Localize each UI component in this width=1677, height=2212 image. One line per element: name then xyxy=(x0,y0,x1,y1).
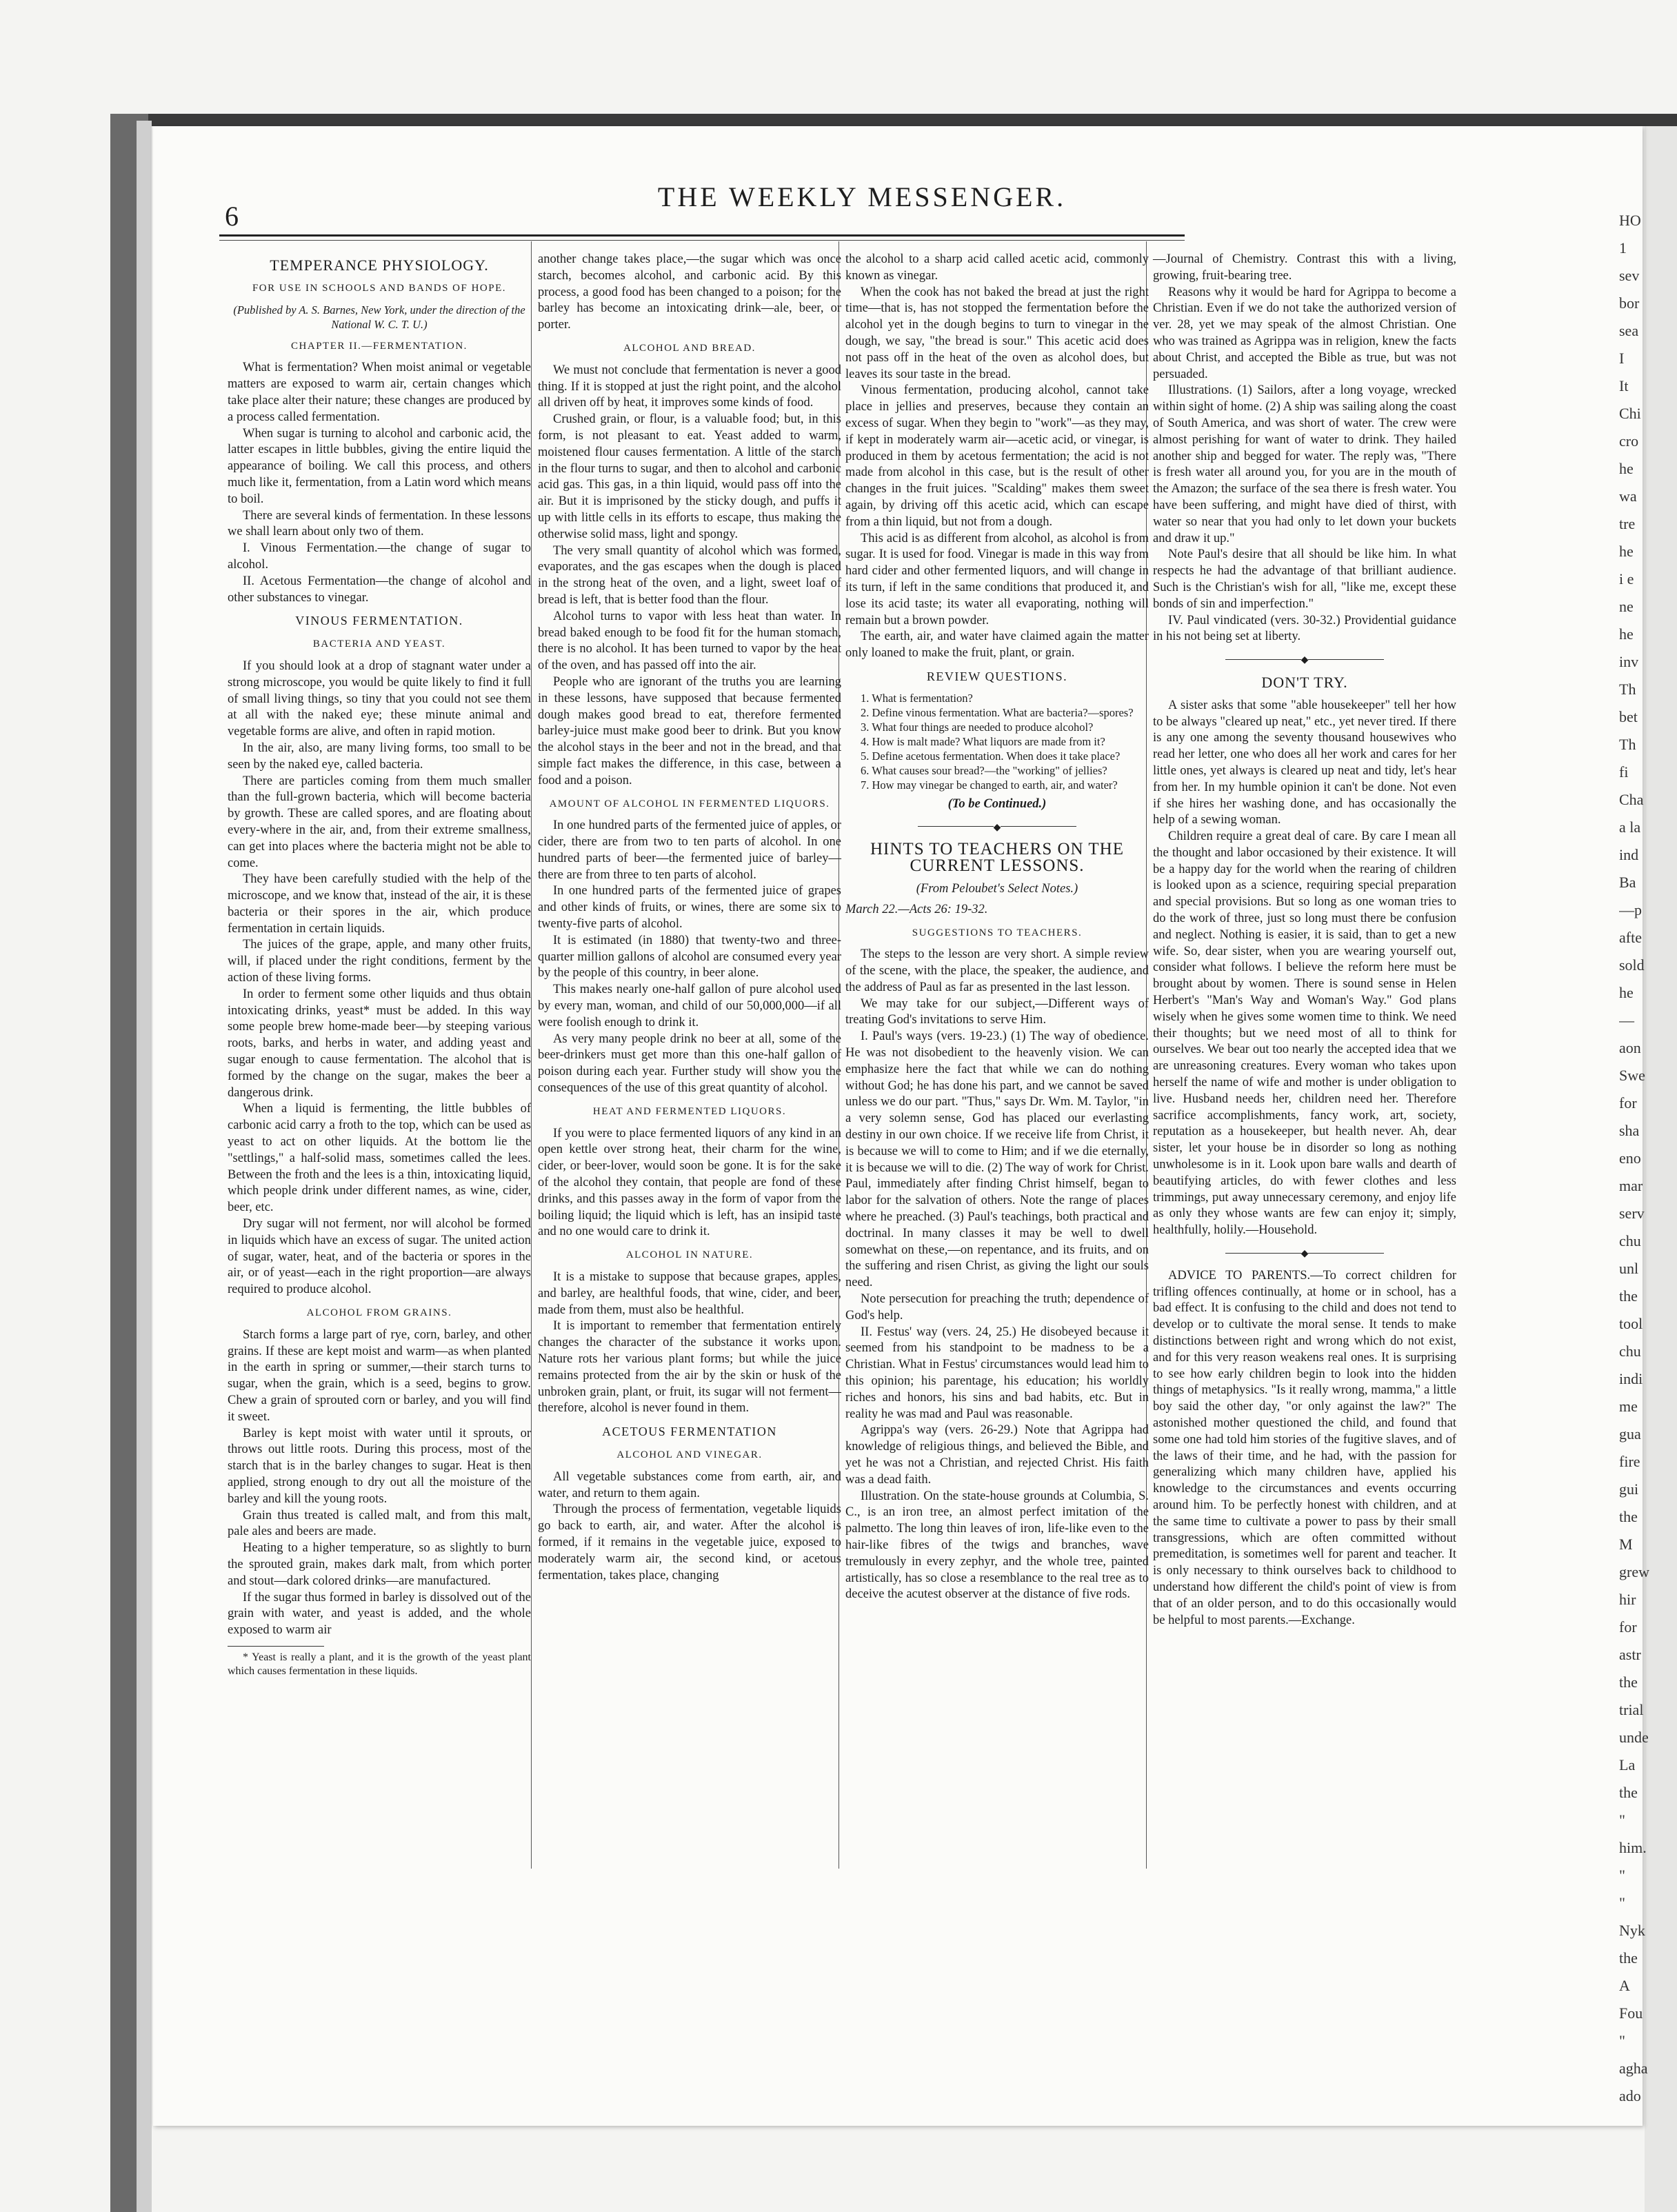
sliver-line: Th xyxy=(1619,736,1636,753)
sliver-line: chu xyxy=(1619,1343,1641,1360)
sliver-line: grew xyxy=(1619,1563,1649,1580)
page-number: 6 xyxy=(225,201,239,232)
sliver-line: A xyxy=(1619,1977,1630,1994)
sliver-line: the xyxy=(1619,1949,1638,1967)
review-question: 7. How may vinegar be changed to earth, air, and water? xyxy=(861,778,1118,792)
paragraph: What is fermentation? When moist animal or vegetable matters are exposed to warm air, certain changes which take place alter their nature; these changes are produced by a process called fermentation. xyxy=(228,361,531,424)
sliver-line: bor xyxy=(1619,294,1640,312)
paragraph: When sugar is turning to alcohol and carbonic acid, the latter escapes in little bubbles, giving the entire liquid the appearance of boiling. We call this process, and others much like it, fermentation, from a Latin word which means to boil. xyxy=(228,426,531,506)
paragraph: If you should look at a drop of stagnant water under a strong microscope, you would be quite likely to find it full of small living things, so tiny that you could not see them at all with the naked eye; these minute animal and vegetable forms are alive, and often in rapid motion. xyxy=(228,658,531,739)
ornament-divider: ◆ xyxy=(1153,651,1456,669)
paragraph: If you were to place fermented liquors of any kind in an open kettle over strong heat, their charm for the wine, cider, or beer-lover, would soon be gone. It is for the sake of the alcohol they contain, that people are fond of these drinks, and this passes away in the form of vapor from the boiling liquid; the liquid which is left, has an insipid taste and no one would care to drink it. xyxy=(538,1126,841,1239)
paragraph: another change takes place,—the sugar which was once starch, becomes alcohol, and carbonic acid. By this process, a good food has been changed to a poison; for the barley has become an intoxicating drink—ale, beer, or porter. xyxy=(538,252,841,332)
sliver-line: hir xyxy=(1619,1591,1636,1608)
sliver-line: he xyxy=(1619,625,1634,643)
sliver-line: I xyxy=(1619,350,1625,367)
continued-note: (To be Continued.) xyxy=(947,796,1047,811)
section-heading: VINOUS FERMENTATION. xyxy=(295,614,463,628)
paragraph: Illustration. On the state-house grounds at Columbia, S. C., is an iron tree, an almost perfect imitation of the palmetto. The long thin leaves of iron, life-like even to the hair-like fibres of the twigs and branches, wave tremulously in every zephyr, and the whole tree, painted artistically, has so close a resemblance to the real tree as to deceive the acutest observer at the distance of five rods. xyxy=(845,1489,1149,1602)
paragraph: It is estimated (in 1880) that twenty-two and three-quarter million gallons of alcohol are consumed every year by the people of this country, in beer alone. xyxy=(538,933,841,981)
paragraph: Crushed grain, or flour, is a valuable food; but, in this form, is not pleasant to eat. Yeast added to warm, moistened flour causes fermentation. A little of the starch in the flour turns to sugar, and then to alcohol and carbonic acid gas. This gas, in a thin liquid, would pass off into the air. But it is imprisoned by the sticky dough, and puffs it up with little cells in its efforts to escape, thus making the otherwise solid mass, light and spongy. xyxy=(538,412,841,541)
sliver-line: a la xyxy=(1619,818,1641,836)
paragraph: In order to ferment some other liquids and thus obtain intoxicating drinks, yeast* must be added. In this way some people brew home-made beer—by steeping various roots, barks, and herbs in water, and adding yeast and sugar enough to cause fermentation. The alcohol that is formed by the change on the sugar, makes the beer a dangerous drink. xyxy=(228,987,531,1100)
sliver-line: the xyxy=(1619,1673,1638,1691)
paragraph: II. Acetous Fermentation—the change of alcohol and other substances to vinegar. xyxy=(228,574,531,605)
paragraph: I. Vinous Fermentation.—the change of sugar to alcohol. xyxy=(228,541,531,572)
column-divider xyxy=(531,241,532,1869)
review-question: 6. What causes sour bread?—the "working" of jellies? xyxy=(861,763,1107,777)
column-4 xyxy=(1153,252,1456,1629)
sliver-line: he xyxy=(1619,984,1634,1001)
paragraph: There are several kinds of fermentation. In these lessons we shall learn about only two of them. xyxy=(228,508,531,539)
sliver-line: bet xyxy=(1619,708,1638,725)
masthead-rule-thin xyxy=(219,240,1185,241)
sliver-line: gui xyxy=(1619,1480,1639,1498)
sliver-line: sold xyxy=(1619,956,1645,974)
sliver-line: unl xyxy=(1619,1260,1639,1277)
section-heading: ALCOHOL FROM GRAINS. xyxy=(306,1307,452,1319)
sliver-line: Chi xyxy=(1619,405,1641,422)
section-heading: SUGGESTIONS TO TEACHERS. xyxy=(912,927,1083,938)
sliver-line: " xyxy=(1619,1811,1625,1829)
paragraph: It is a mistake to suppose that because grapes, apples, and barley, are healthful foods, that wine, cider, and beer, made from them, must also be healthful. xyxy=(538,1270,841,1317)
section-heading: AMOUNT OF ALCOHOL IN FERMENTED LIQUORS. xyxy=(549,798,830,810)
sliver-line: " xyxy=(1619,1894,1625,1911)
sliver-line: he xyxy=(1619,460,1634,477)
paragraph: Starch forms a large part of rye, corn, barley, and other grains. If these are kept moist and warm—as when planted in the earth in spring or summer,—their starch turns to sugar, when the grain, which is a seed, begins to grow. Chew a grain of sprouted corn or barley, and you will find it sweet. xyxy=(228,1327,531,1424)
sliver-line: cro xyxy=(1619,432,1639,450)
sliver-line: La xyxy=(1619,1756,1636,1773)
sliver-line: sha xyxy=(1619,1122,1640,1139)
sliver-line: Ba xyxy=(1619,874,1636,891)
paragraph: Note persecution for preaching the truth; dependence of God's help. xyxy=(845,1292,1149,1323)
sliver-line: indi xyxy=(1619,1370,1643,1387)
paragraph: The juices of the grape, apple, and many other fruits, will, if placed under the right conditions, ferment by the action of these living forms. xyxy=(228,938,531,985)
sliver-line: tool xyxy=(1619,1315,1643,1332)
sliver-line: the xyxy=(1619,1287,1638,1305)
sliver-line: he xyxy=(1619,543,1634,560)
paragraph: If the sugar thus formed in barley is dissolved out of the grain with water, and yeast is added, and the whole exposed to warm air xyxy=(228,1590,531,1638)
paragraph: II. Festus' way (vers. 24, 25.) He disobeyed because it seemed from his standpoint to be madness to be a Christian. What in Festus' circumstances would lead him to this opinion; his parentage, his education; his worldly riches and honors, his sins and bad habits, etc. But in reality he was mad and Paul was reasonable. xyxy=(845,1325,1149,1421)
subsection-heading: ALCOHOL AND VINEGAR. xyxy=(616,1449,763,1460)
scan-border-top xyxy=(110,114,1677,126)
paragraph: Illustrations. (1) Sailors, after a long voyage, wrecked within sight of home. (2) A ship was sailing along the coast of South America, and was short of water. The crew were almost perishing for want of water to drink. They hailed another ship and begged for water. The reply was, "There is fresh water all around you, for you are in the mouth of the Amazon; the surface of the sea there is fresh water. You have been suffering, and might have died of thirst, with water so near that you had only to let down your buckets and draw it up." xyxy=(1153,383,1456,545)
paragraph: We must not conclude that fermentation is never a good thing. If it is stopped at just the right point, and the alcohol all driven off by heat, it improves some kinds of food. xyxy=(538,363,841,410)
paragraph: As very many people drink no beer at all, some of the beer-drinkers must get more than this one-half gallon of poison during each year. Further study will show you the consequences of the use of this great quantity of alcohol. xyxy=(538,1032,841,1096)
sliver-line: him. xyxy=(1619,1839,1647,1856)
sliver-line: wa xyxy=(1619,487,1637,505)
review-question: 2. Define vinous fermentation. What are bacteria?—spores? xyxy=(861,705,1134,719)
paragraph: It is important to remember that fermentation entirely changes the character of the substance it works upon. Nature rots her various plant forms; but while the juice remains protected from the air by the skin or husk of the unbroken grain, plant, or fruit, its sugar will not ferment—therefore, alcohol is never found in them. xyxy=(538,1319,841,1416)
source-note: (From Peloubet's Select Notes.) xyxy=(916,881,1078,896)
paragraph: We may take for our subject,—Different ways of treating God's invitations to serve Him. xyxy=(845,996,1149,1027)
paragraph: A sister asks that some "able housekeeper" tell her how to be always "cleared up neat," etc., yet never tired. If there is any one among the seventy thousand housewives who read her letter, one who does all her work and cares for her little ones, yet always is cleared up neat and tidy, let's hear from her. In my humble opinion it can't be done. Not even if she hires her washing done, and has occasionally the help of a sewing woman. xyxy=(1153,698,1456,827)
next-page-sliver xyxy=(1619,207,1677,2104)
sliver-line: fi xyxy=(1619,763,1629,781)
page-stack-edge xyxy=(137,121,152,2212)
sliver-line: aon xyxy=(1619,1039,1641,1056)
sliver-line: the xyxy=(1619,1508,1638,1525)
paragraph: When a liquid is fermenting, the little bubbles of carbonic acid carry a froth to the top, which can be used as yeast to act on other liquids. At the bottom lie the "settlings," a half-solid mass, sometimes called the lees. Between the froth and the lees is a thin, intoxicating liquid, which people drink under different names, as wine, cider, beer, etc. xyxy=(228,1102,531,1215)
paragraph: ADVICE TO PARENTS.—To correct children for trifling offences continually, at home or in school, has a bad effect. It is confusing to the child and does not tend to develop or to cultivate the moral sense. It tends to make distinctions between right and wrong which do not exist, and for this very reason weakens real ones. It is surprising to see how early children begin to look into the hidden things of metaphysics. "Is it really wrong, mamma," a little boy said the other day, "or only against the law?" The astonished mother questioned the child, and found that some one had told him stories of the fugitive slaves, and of the laws of their time, and he had, with the passion for generalizing which many children have, applied his knowledge to the circumstances and events occurring around him. To be perfectly honest with children, and at the same time to cultivate a power to pass by their small transgressions, which are often committed without premeditation, is sometimes well for parent and teacher. It is only necessary to think ourselves back to childhood to understand how different the child's point of view is from that of an older person, and to do this occasionally would be helpful to most parents.—Exchange. xyxy=(1153,1268,1456,1627)
article-subtitle: FOR USE IN SCHOOLS AND BANDS OF HOPE. xyxy=(252,282,507,294)
paragraph: Children require a great deal of care. By care I mean all the thought and labor occasioned by their existence. It will be a happy day for the world when the rearing of children is looked upon as a science, requiring special preparation and special provisions. But so long as one woman tries to do the work of three, just so long must there be confusion and neglect. Nothing is easier, it is said, than to get a new wife. So, dear sister, when you are wearing yourself out, consider what follows. I believe the reform here must be brought about by women. There is sound sense in Helen Herbert's "Man's Way and Woman's Way." God plans wisely when he gives some women time to think. We need their thoughts; but we need most of all to think for ourselves. We bear out too nearly the accepted idea that we are unreasoning creatures. Every woman who takes upon herself the name of wife and mother is under obligation to live. Husband needs her, children need her. Therefore sacrifice accomplishments, fancy work, art, society, reputation as a housekeeper, but health never. Ah, dear sister, let your house be in disorder so long as nothing unwholesome is in it. Look upon bare walls and dearth of beautifying articles, do with fewer clothes and less trimmings, put away unnecessary ceremony, and enjoy life as only they whose wants are few can enjoy it; simply, healthfully, holily.—Household. xyxy=(1153,830,1456,1238)
paragraph: In one hundred parts of the fermented juice of grapes and other kinds of fruits, or wines, there are some six to twenty-five parts of alcohol. xyxy=(538,884,841,932)
paragraph: Reasons why it would be hard for Agrippa to become a Christian. Even if we do not take the authorized version of ver. 28, yet we may speak of the almost Christian. One who was trained as Agrippa was in religion, knew the facts about Christ, and accepted the Bible as true, but was not persuaded. xyxy=(1153,285,1456,381)
paragraph: When the cook has not baked the bread at just the right time—that is, has not stopped the fermentation before the alcohol yet in the dough begins to turn to vinegar in the dough, we say, "the bread is sour." This acetic acid does not pass off in the heat of the oven as alcohol does, but leaves its sour taste in the bread. xyxy=(845,285,1149,381)
paragraph: I. Paul's ways (vers. 19-23.) (1) The way of obedience. He was not disobedient to the heavenly vision. We can emphasize here the fact that while we can do nothing without God; he has done his part, and we cannot be saved unless we do our part. "Thus," says Dr. Wm. M. Taylor, "in a very solemn sense, God has placed our everlasting destiny in our own choice. If we receive life from Christ, it is because we will to come to Him; and if we die eternally, it is because we will to die. (2) The way of work for Christ. Paul, immediately after finding Christ himself, began to labor for the salvation of others. Note the range of places where he preached. (3) Paul's teachings, both practical and doctrinal. In many classes it may be well to dwell somewhat on these,—on repentance, and its fruits, and on the suffering and risen Christ, as giving the light our souls need. xyxy=(845,1029,1149,1290)
section-heading: ACETOUS FERMENTATION xyxy=(602,1425,777,1439)
sliver-line: ind xyxy=(1619,846,1639,863)
sliver-line: unde xyxy=(1619,1729,1649,1746)
paragraph: This makes nearly one-half gallon of pure alcohol used by every man, woman, and child of our 50,000,000—if all were foolish enough to drink it. xyxy=(538,983,841,1029)
review-question: 4. How is malt made? What liquors are made from it? xyxy=(861,734,1105,748)
section-heading: ALCOHOL IN NATURE. xyxy=(625,1249,754,1261)
review-question: 5. Define acetous fermentation. When does it take place? xyxy=(861,749,1121,763)
paragraph: The very small quantity of alcohol which was formed, evaporates, and the gas escapes when the dough is placed in the strong heat of the oven, and a light, sweet loaf of bread is left, that is better food than the flour. xyxy=(538,543,841,607)
sliver-line: sea xyxy=(1619,322,1639,339)
article-title: TEMPERANCE PHYSIOLOGY. xyxy=(270,257,489,274)
paragraph: Grain thus treated is called malt, and from this malt, pale ales and beers are made. xyxy=(228,1508,531,1539)
sliver-line: ne xyxy=(1619,598,1634,615)
column-2 xyxy=(538,252,841,1584)
section-heading: HEAT AND FERMENTED LIQUORS. xyxy=(592,1105,787,1117)
sliver-line: Swe xyxy=(1619,1067,1645,1084)
sliver-line: sev xyxy=(1619,267,1640,284)
article-title: HINTS TO TEACHERS ON THE CURRENT LESSONS. xyxy=(870,840,1124,876)
paragraph: IV. Paul vindicated (vers. 30-32.) Providential guidance in his not being set at liberty. xyxy=(1153,613,1456,644)
paragraph: In the air, also, are many living forms, too small to be seen by the naked eye, called bacteria. xyxy=(228,741,531,772)
column-3 xyxy=(845,252,1149,1603)
sliver-line: inv xyxy=(1619,653,1639,670)
sliver-line: " xyxy=(1619,2032,1625,2049)
paragraph: Barley is kept moist with water until it sprouts, or throws out little roots. During this process, most of the starch that is in the barley changes to sugar. Heat is then applied, strong enough to dry out all the moisture of the barley and kill the young roots. xyxy=(228,1426,531,1506)
paragraph: There are particles coming from them much smaller than the full-grown bacteria, which will become bacteria by growth. These are called spores, and are floating about every-where in the air, and, from their extreme smallness, can get into places where the bacteria might not be able to come. xyxy=(228,774,531,870)
footnote: * Yeast is really a plant, and it is the growth of the yeast plant which causes fermentation in these liquids. xyxy=(228,1651,531,1677)
review-question: 3. What four things are needed to produce alcohol? xyxy=(861,720,1094,734)
sliver-line: me xyxy=(1619,1398,1638,1415)
paragraph: They have been carefully studied with the help of the microscope, and we know that, instead of the air, it is these bacteria or their spores in the air, which produce fermentation in certain liquids. xyxy=(228,872,531,936)
sliver-line: gua xyxy=(1619,1425,1641,1442)
sliver-line: M xyxy=(1619,1536,1633,1553)
paragraph: —Journal of Chemistry. Contrast this with a living, growing, fruit-bearing tree. xyxy=(1153,252,1456,283)
paragraph: This acid is as different from alcohol, as alcohol is from sugar. It is used for food. Vinegar is made in this way from hard cider and other fermented liquors, and will change in its turn, if left in the same conditions that produced it, and lose its acid taste; its water all evaporating, nothing will remain but a brown powder. xyxy=(845,531,1149,627)
sliver-line: Fou xyxy=(1619,2004,1643,2022)
sliver-line: trial xyxy=(1619,1701,1644,1718)
sliver-line: Th xyxy=(1619,681,1636,698)
chapter-heading: CHAPTER II.—FERMENTATION. xyxy=(291,340,468,352)
sliver-line: the xyxy=(1619,1784,1638,1801)
sliver-line: Nyk xyxy=(1619,1922,1645,1939)
section-heading: ALCOHOL AND BREAD. xyxy=(623,342,756,354)
masthead-rule xyxy=(219,234,1185,237)
sliver-line: 1 xyxy=(1619,239,1627,257)
paragraph: Alcohol turns to vapor with less heat than water. In bread baked enough to be food fit for the human stomach, there is no alcohol. It has been turned to vapor by the heat of the oven, and has passed off into the air. xyxy=(538,609,841,673)
sliver-line: ado xyxy=(1619,2087,1641,2104)
sliver-line: mar xyxy=(1619,1177,1643,1194)
sliver-line: i e xyxy=(1619,570,1634,587)
ornament-divider: ◆ xyxy=(845,818,1149,836)
paragraph: The steps to the lesson are very short. A simple review of the scene, with the place, the speaker, the audience, and the address of Paul as far as presented in the last lesson. xyxy=(845,947,1149,994)
paragraph: Heating to a higher temperature, so as slightly to burn the sprouted grain, makes dark malt, from which porter and stout—dark colored drinks—are manufactured. xyxy=(228,1541,531,1588)
section-heading: REVIEW QUESTIONS. xyxy=(926,669,1068,683)
sliver-line: agha xyxy=(1619,2060,1648,2077)
sliver-line: chu xyxy=(1619,1232,1641,1249)
sliver-line: astr xyxy=(1619,1646,1641,1663)
sliver-line: for xyxy=(1619,1618,1637,1636)
paragraph: In one hundred parts of the fermented juice of apples, or cider, there are from two to ten parts of alcohol. In one hundred parts of beer—the fermented juice of barley—there are from three to ten parts of alcohol. xyxy=(538,818,841,882)
paragraph: Agrippa's way (vers. 26-29.) Note that Agrippa had knowledge of religious things, and believed the Bible, and yet he was not a Christian, and rejected Christ. His faith was a dead faith. xyxy=(845,1423,1149,1487)
paragraph: People who are ignorant of the truths you are learning in these lessons, have supposed that because fermented dough makes good bread to eat, therefore fermented barley-juice must make good beer to drink. But you know the alcohol stays in the beer and not in the bread, and that simple fact makes the difference, in this case, between a food and a poison. xyxy=(538,674,841,787)
paragraph: All vegetable substances come from earth, air, and water, and return to them again. xyxy=(538,1469,841,1500)
review-question: 1. What is fermentation? xyxy=(861,691,973,705)
masthead-title: THE WEEKLY MESSENGER. xyxy=(657,181,1067,212)
sliver-line: —p xyxy=(1619,901,1642,918)
lesson-date: March 22.—Acts 26: 19-32. xyxy=(845,902,988,916)
paragraph: the alcohol to a sharp acid called acetic acid, commonly known as vinegar. xyxy=(845,252,1149,283)
column-1 xyxy=(228,252,531,1678)
sliver-line: tre xyxy=(1619,515,1636,532)
sliver-line: " xyxy=(1619,1867,1625,1884)
paragraph: The earth, air, and water have claimed again the matter only loaned to make the fruit, plant, or grain. xyxy=(845,630,1149,661)
ornament-divider: ◆ xyxy=(1153,1245,1456,1263)
sliver-line: fire xyxy=(1619,1453,1640,1470)
footnote-rule xyxy=(228,1646,324,1647)
sliver-line: eno xyxy=(1619,1149,1641,1167)
subsection-heading: BACTERIA AND YEAST. xyxy=(312,639,446,650)
paragraph: Through the process of fermentation, vegetable liquids go back to earth, air, and water. After the alcohol is formed, if it remains in the vegetable juice, exposed to moderately warm air, the second kind, or acetous fermentation, takes place, changing xyxy=(538,1502,841,1582)
sliver-line: It xyxy=(1619,377,1629,394)
publisher-note: (Published by A. S. Barnes, New York, under the direction of the National W. C. T. U.) xyxy=(233,303,525,331)
paragraph: Vinous fermentation, producing alcohol, cannot take place in jellies and preserves, because they contain an excess of sugar. When they begin to "work"—as they may, if kept in moderately warm air—acetic acid, or vinegar, is produced in them by acetous fermentation; the acid is not made from alcohol in this case, but is the result of other changes in the fruit juices. "Scalding" makes them sweet again, by driving off this acetic acid, which can escape from a thin liquid, but not from a dough. xyxy=(845,383,1149,529)
paragraph: Note Paul's desire that all should be like him. In what respects he had the advantage of that brilliant audience. Such is the Christian's wish for all, "like me, except these bonds of sin and imperfection." xyxy=(1153,547,1456,611)
article-title: DON'T TRY. xyxy=(1261,673,1348,691)
sliver-line: serv xyxy=(1619,1205,1645,1222)
sliver-line: HO xyxy=(1619,212,1641,229)
sliver-line: — xyxy=(1619,1012,1634,1029)
sliver-line: Cha xyxy=(1619,791,1644,808)
sliver-line: for xyxy=(1619,1094,1637,1112)
sliver-line: afte xyxy=(1619,929,1642,946)
paragraph: Dry sugar will not ferment, nor will alcohol be formed in liquids which have an excess of sugar. The united action of sugar, water, heat, and of the bacteria or spores in the air, or of yeast—each in the right proportion—are always required to produce alcohol. xyxy=(228,1217,531,1297)
